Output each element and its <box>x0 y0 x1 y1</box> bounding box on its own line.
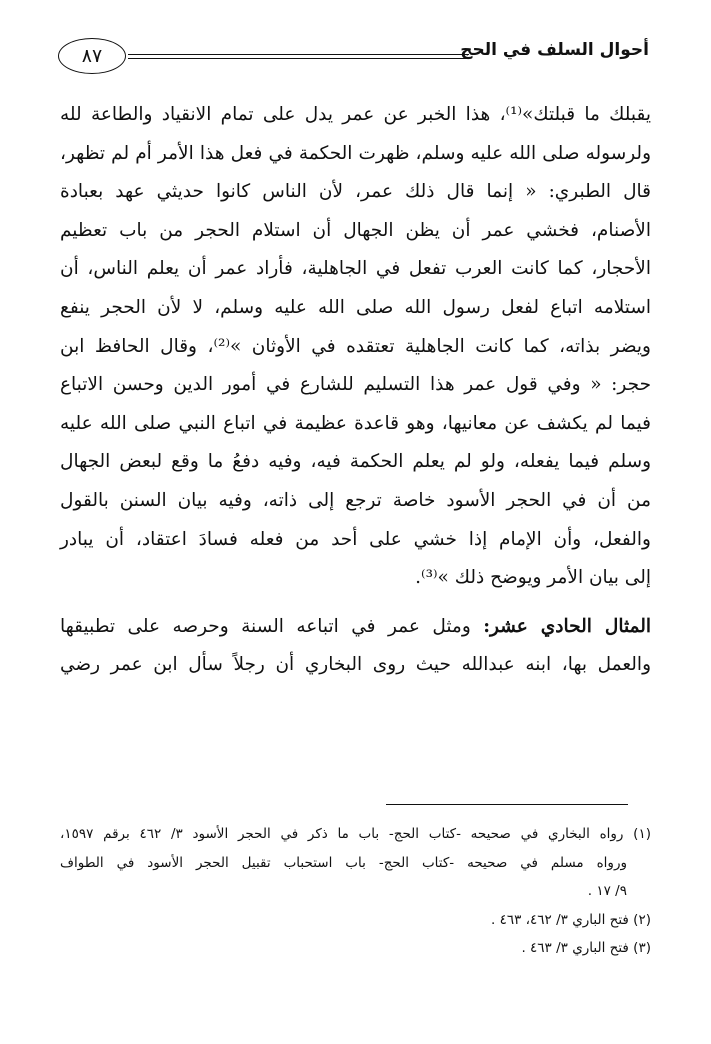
body-line: ولرسوله صلى الله عليه وسلم، ظهرت الحكمة في فعل هذا الأمر أم لم تظهر، <box>60 142 651 164</box>
footnote-1-line-3: ٩/ ١٧ . <box>587 883 627 899</box>
footnote-2: (٢) فتح الباري ٣/ ٤٦٢، ٤٦٣ . <box>491 911 651 928</box>
body-line: الأحجار، كما كانت العرب تفعل في الجاهلية، فأراد عمر أن يعلم الناس، أن <box>60 258 651 280</box>
example-heading: المثال الحادي عشر: <box>483 615 652 637</box>
body-line: استلامه اتباع لفعل رسول الله صلى الله عليه وسلم، لا لأن الحجر ينفع <box>60 296 651 318</box>
page-number: ٨٧ <box>58 38 126 74</box>
running-title: أحوال السلف في الحج <box>460 40 649 60</box>
paragraph-2-line-1 <box>60 608 651 647</box>
body-line: الأصنام، فخشي عمر أن يظن الجهال أن استلام الحجر من باب تعظيم <box>60 219 651 241</box>
body-line: ويضر بذاته، كما كانت الجاهلية تعتقده في الأوثان »⁽²⁾، وقال الحافظ ابن <box>60 335 651 357</box>
body-line: إلى بيان الأمر ويوضح ذلك »⁽³⁾. <box>415 567 651 589</box>
body-line: وسلم فيما يفعله، ولو لم يعلم الحكمة فيه، وفيه دفعُ ما وقع لبعض الجهال <box>60 451 651 473</box>
footnote-1-line-2: ورواه مسلم في صحيحه -كتاب الحج- باب استحباب تقبيل الحجر الأسود في الطواف <box>60 854 627 871</box>
body-line: حجر: « وفي قول عمر هذا التسليم للشارع في أمور الدين وحسن الاتباع <box>60 374 651 396</box>
header-rule <box>128 54 469 59</box>
body-line: فيما لم يكشف عن معانيها، وهو قاعدة عظيمة في اتباع النبي صلى الله عليه <box>60 412 651 434</box>
page-header <box>58 36 649 76</box>
paragraph-2-text: ومثل عمر في اتباعه السنة وحرصه على تطبيقها <box>60 615 484 637</box>
footnotes <box>60 820 651 963</box>
body-line: يقبلك ما قبلتك»⁽¹⁾، هذا الخبر عن عمر يدل على تمام الانقياد والطاعة لله <box>60 104 651 125</box>
footnote-3: (٣) فتح الباري ٣/ ٤٦٣ . <box>521 940 651 956</box>
footnote-1-line-1: (١) رواه البخاري في صحيحه -كتاب الحج- باب ما ذكر في الحجر الأسود ٣/ ٤٦٢ برقم ١٥٩٧، <box>60 826 651 842</box>
paragraph-2-line-2: والعمل بها، ابنه عبدالله حيث روى البخاري أن رجلاً سأل ابن عمر رضي <box>60 654 651 676</box>
paragraph-gap <box>60 598 651 608</box>
body-line: قال الطبري: « إنما قال ذلك عمر، لأن الناس كانوا حديثي عهد بعبادة <box>60 181 651 203</box>
body-text <box>60 96 651 685</box>
footnote-separator <box>386 804 628 805</box>
body-line: والفعل، وأن الإمام إذا خشي على أحد من فعله فسادَ اعتقاد، أن يبادر <box>60 528 651 550</box>
body-line: من أن في الحجر الأسود خاصة ترجع إلى ذاته، وفيه بيان السنن بالقول <box>60 489 651 511</box>
